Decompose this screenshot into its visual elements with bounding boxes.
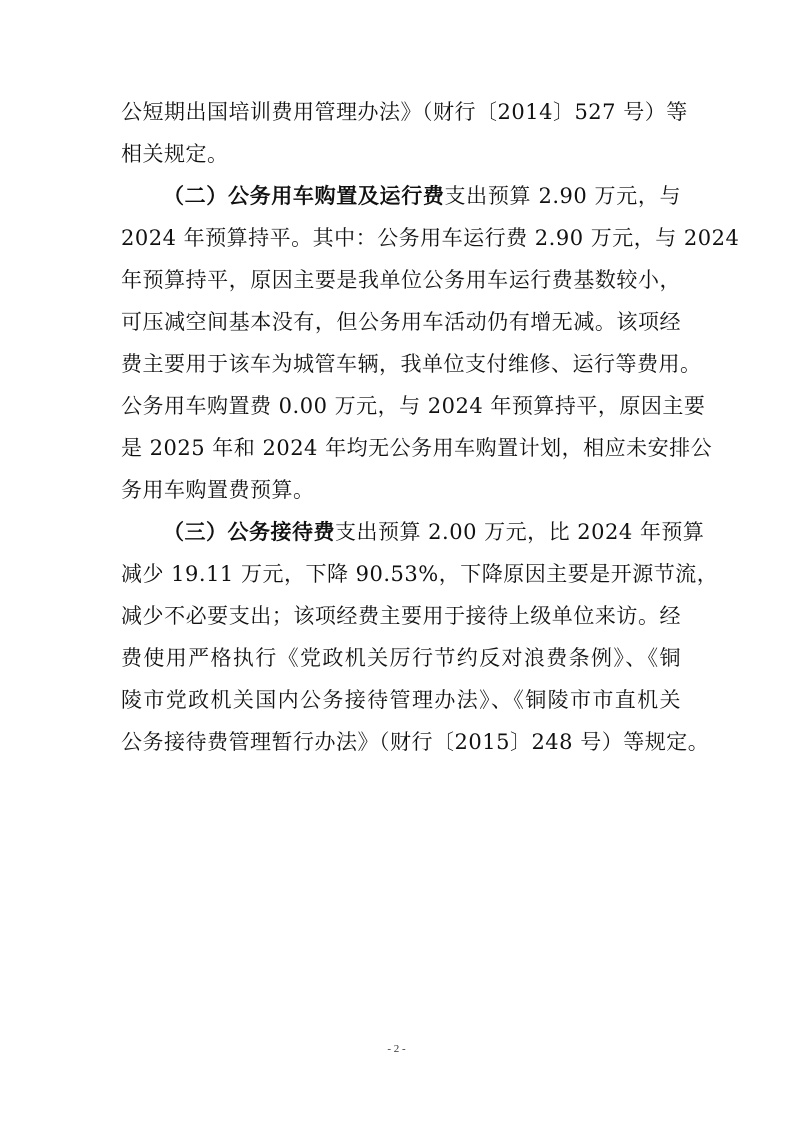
- paragraph-2-line-1: [163, 182, 681, 210]
- paragraph-3-heading: （三）公务接待费: [163, 520, 335, 544]
- paragraph-2-line-1-text: 支出预算 2.90 万元，与: [444, 184, 682, 208]
- paragraph-2-line-2: 2024 年预算持平。其中：公务用车运行费 2.90 万元，与 2024: [121, 226, 740, 250]
- paragraph-2-heading: （二）公务用车购置及运行费: [163, 184, 445, 208]
- page-number: - 2 -: [387, 1043, 406, 1055]
- paragraph-2-line-8: 务用车购置费预算。: [121, 478, 315, 502]
- paragraph-2-line-5: 费主要用于该车为城管车辆，我单位支付维修、运行等费用。: [121, 352, 702, 376]
- paragraph-2-line-6: 公务用车购置费 0.00 万元，与 2024 年预算持平，原因主要: [121, 394, 706, 418]
- paragraph-2-line-3: 年预算持平，原因主要是我单位公务用车运行费基数较小，: [121, 268, 681, 292]
- paragraph-1-line-1: 公短期出国培训费用管理办法》（财行〔2014〕527 号）等: [121, 100, 688, 124]
- paragraph-3-line-5: 陵市党政机关国内公务接待管理办法》、《铜陵市市直机关: [121, 688, 681, 712]
- paragraph-3-line-1-text: 支出预算 2.00 万元，比 2024 年预算: [335, 520, 705, 544]
- paragraph-1-line-2: 相关规定。: [121, 142, 229, 166]
- paragraph-3-line-1: [163, 518, 705, 546]
- paragraph-3-line-2: 减少 19.11 万元，下降 90.53%，下降原因主要是开源节流，: [121, 562, 719, 586]
- paragraph-3-line-6: 公务接待费管理暂行办法》（财行〔2015〕248 号）等规定。: [121, 730, 710, 754]
- paragraph-2-line-4: 可压减空间基本没有，但公务用车活动仍有增无减。该项经: [121, 310, 681, 334]
- paragraph-3-line-4: 费使用严格执行《党政机关厉行节约反对浪费条例》、《铜: [121, 646, 681, 670]
- paragraph-2-line-7: 是 2025 年和 2024 年均无公务用车购置计划，相应未安排公: [121, 436, 713, 460]
- paragraph-3-line-3: 减少不必要支出；该项经费主要用于接待上级单位来访。经: [121, 604, 681, 628]
